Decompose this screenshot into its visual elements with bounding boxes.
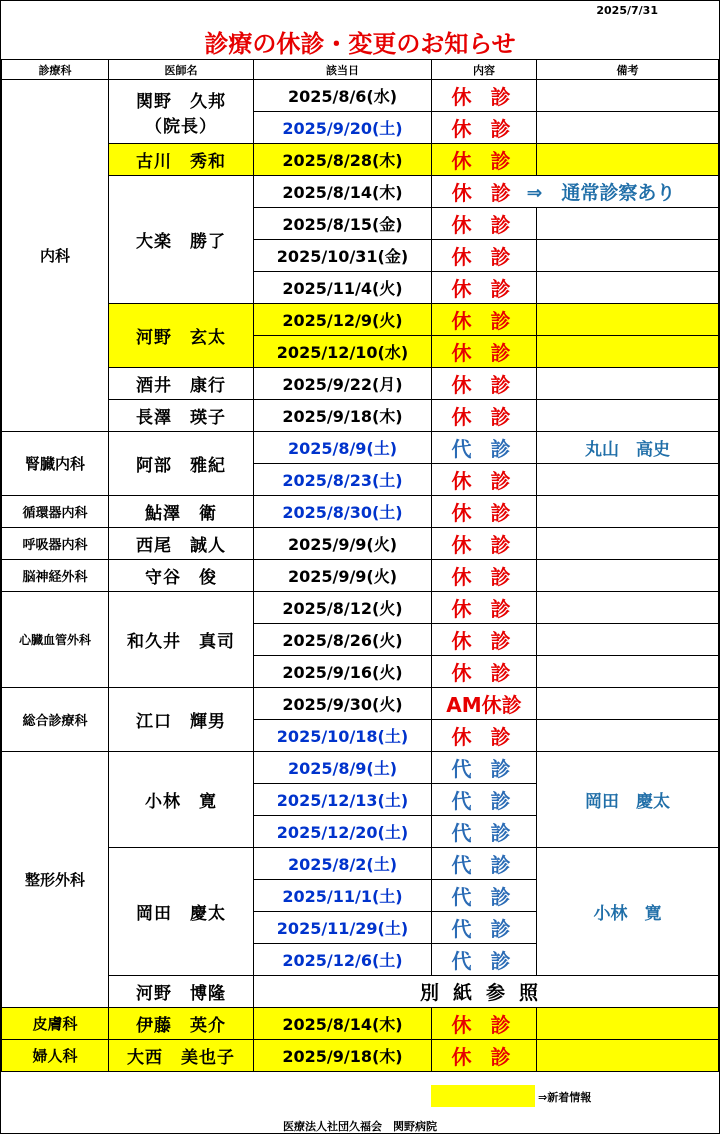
dept-cell: 総合診療科	[2, 688, 109, 752]
table-row	[2, 528, 719, 560]
doctor-cell: 阿部 雅紀	[109, 432, 254, 496]
dept-cell: 皮膚科	[2, 1008, 109, 1040]
remarks-cell	[537, 592, 719, 624]
date-cell: 2025/8/12(火)	[254, 592, 432, 624]
doctor-cell: 大楽 勝了	[109, 176, 254, 304]
remarks-cell	[537, 368, 719, 400]
content-cell: 休 診	[432, 208, 537, 240]
table-row	[2, 496, 719, 528]
table-row	[2, 432, 719, 464]
dept-cell: 腎臓内科	[2, 432, 109, 496]
hospital-name: 医療法人社団久福会 関野病院	[283, 1120, 437, 1133]
date-cell: 2025/9/16(火)	[254, 656, 432, 688]
content-cell: 休 診	[432, 272, 537, 304]
header-date: 該当日	[254, 60, 432, 80]
content-cell: 代 診	[432, 816, 537, 848]
date-cell: 2025/8/23(土)	[254, 464, 432, 496]
content-cell: 休 診	[432, 560, 537, 592]
content-cell: 休 診	[432, 240, 537, 272]
date-cell: 2025/12/6(土)	[254, 944, 432, 976]
doctor-cell: 江口 輝男	[109, 688, 254, 752]
see-attachment-cell: 別紙参照	[254, 976, 719, 1008]
date-cell: 2025/8/15(金)	[254, 208, 432, 240]
date-cell: 2025/9/9(火)	[254, 560, 432, 592]
legend-swatch	[431, 1085, 535, 1107]
doctor-cell: 伊藤 英介	[109, 1008, 254, 1040]
doctor-cell: 鮎澤 衛	[109, 496, 254, 528]
header-doctor: 医師名	[109, 60, 254, 80]
table-row	[2, 976, 719, 1008]
remarks-cell	[537, 560, 719, 592]
date-cell: 2025/9/9(火)	[254, 528, 432, 560]
date-cell: 2025/8/28(木)	[254, 144, 432, 176]
content-cell: 休 診	[432, 496, 537, 528]
remarks-cell	[537, 688, 719, 720]
doctor-cell: 大西 美也子	[109, 1040, 254, 1072]
date-cell: 2025/11/29(土)	[254, 912, 432, 944]
date-cell: 2025/8/14(木)	[254, 176, 432, 208]
remarks-cell: 小林 寛	[537, 848, 719, 976]
date-cell: 2025/10/18(土)	[254, 720, 432, 752]
date-cell: 2025/9/18(木)	[254, 400, 432, 432]
date-cell: 2025/12/9(火)	[254, 304, 432, 336]
doctor-cell: 岡田 慶太	[109, 848, 254, 976]
table-row	[2, 400, 719, 432]
date-cell: 2025/9/30(火)	[254, 688, 432, 720]
date-cell: 2025/8/2(土)	[254, 848, 432, 880]
date-cell: 2025/11/1(土)	[254, 880, 432, 912]
header-content: 内容	[432, 60, 537, 80]
content-cell: 休 診	[432, 336, 537, 368]
remarks-cell	[537, 144, 719, 176]
remarks-cell	[537, 80, 719, 112]
content-cell: 代 診	[432, 432, 537, 464]
table-row-new	[2, 144, 719, 176]
remarks-cell	[537, 304, 719, 336]
remarks-cell	[537, 112, 719, 144]
date-cell: 2025/12/20(土)	[254, 816, 432, 848]
date-cell: 2025/8/6(水)	[254, 80, 432, 112]
date-cell: 2025/8/30(土)	[254, 496, 432, 528]
table-row	[2, 560, 719, 592]
table-row	[2, 848, 719, 880]
remarks-cell	[537, 240, 719, 272]
remarks-cell	[537, 496, 719, 528]
table-row	[2, 176, 719, 208]
remarks-cell	[537, 656, 719, 688]
content-cell: 休 診	[432, 624, 537, 656]
remarks-cell	[537, 1040, 719, 1072]
doctor-cell: 河野 博隆	[109, 976, 254, 1008]
remarks-cell	[537, 720, 719, 752]
dept-cell: 心臓血管外科	[2, 592, 109, 688]
remarks-cell	[537, 528, 719, 560]
content-cell: 休 診	[432, 592, 537, 624]
date-cell: 2025/8/9(土)	[254, 752, 432, 784]
date-cell: 2025/8/14(木)	[254, 1008, 432, 1040]
date-cell: 2025/10/31(金)	[254, 240, 432, 272]
doctor-cell: 長澤 瑛子	[109, 400, 254, 432]
content-cell: 休 診	[432, 304, 537, 336]
date-cell: 2025/9/22(月)	[254, 368, 432, 400]
dept-cell: 整形外科	[2, 752, 109, 1008]
doctor-cell	[109, 80, 254, 144]
header-remarks: 備考	[537, 60, 719, 80]
doctor-cell: 河野 玄太	[109, 304, 254, 368]
doctor-name: 関野 久邦	[136, 91, 226, 112]
content-cell: 休 診	[432, 368, 537, 400]
doctor-cell: 古川 秀和	[109, 144, 254, 176]
table-row	[2, 592, 719, 624]
dept-cell: 内科	[2, 80, 109, 432]
date-cell: 2025/9/20(土)	[254, 112, 432, 144]
content-cell: 休 診	[432, 528, 537, 560]
table-row	[2, 80, 719, 112]
table-row	[2, 752, 719, 784]
doctor-cell: 守谷 俊	[109, 560, 254, 592]
date-cell: 2025/8/9(土)	[254, 432, 432, 464]
table-row	[2, 368, 719, 400]
content-cell: 代 診	[432, 752, 537, 784]
content-cell: 休 診	[432, 176, 537, 208]
table-row	[2, 688, 719, 720]
table-row-new	[2, 304, 719, 336]
doctor-cell: 西尾 誠人	[109, 528, 254, 560]
date-cell: 2025/9/18(木)	[254, 1040, 432, 1072]
content-cell: 休 診	[432, 464, 537, 496]
doctor-cell: 和久井 真司	[109, 592, 254, 688]
content-cell: 休 診	[432, 144, 537, 176]
header-row	[2, 60, 719, 80]
page-title: 診療の休診・変更のお知らせ	[204, 30, 516, 58]
notice-date: 2025/7/31	[596, 4, 658, 17]
remarks-cell	[537, 1008, 719, 1040]
table-row-new	[2, 1008, 719, 1040]
dept-cell: 婦人科	[2, 1040, 109, 1072]
content-cell: 休 診	[432, 400, 537, 432]
content-cell: 休 診	[432, 80, 537, 112]
remarks-cell	[537, 208, 719, 240]
dept-cell: 呼吸器内科	[2, 528, 109, 560]
content-cell: AM休診	[432, 688, 537, 720]
dept-cell: 脳神経外科	[2, 560, 109, 592]
doctor-title: （院長）	[145, 116, 217, 137]
date-cell: 2025/11/4(火)	[254, 272, 432, 304]
remarks-cell	[537, 336, 719, 368]
content-cell: 代 診	[432, 944, 537, 976]
legend-label: ⇒新着情報	[538, 1091, 592, 1104]
remarks-cell: 岡田 慶太	[537, 752, 719, 848]
date-cell: 2025/12/13(土)	[254, 784, 432, 816]
date-cell: 2025/8/26(火)	[254, 624, 432, 656]
content-cell: 休 診	[432, 112, 537, 144]
doctor-cell: 小林 寛	[109, 752, 254, 848]
remarks-cell: 丸山 高史	[537, 432, 719, 464]
content-cell: 代 診	[432, 880, 537, 912]
content-cell: 休 診	[432, 656, 537, 688]
content-cell: 代 診	[432, 912, 537, 944]
content-cell: 休 診	[432, 720, 537, 752]
schedule-table	[1, 59, 719, 1072]
remarks-cell	[537, 464, 719, 496]
remarks-cell	[537, 272, 719, 304]
content-cell: 代 診	[432, 848, 537, 880]
content-cell: 休 診	[432, 1040, 537, 1072]
remark-normal-clinic: ⇒ 通常診察あり	[526, 182, 676, 204]
remarks-cell	[537, 400, 719, 432]
remarks-cell	[537, 624, 719, 656]
doctor-cell: 酒井 康行	[109, 368, 254, 400]
table-row-new	[2, 1040, 719, 1072]
content-cell: 休 診	[432, 1008, 537, 1040]
header-dept: 診療科	[2, 60, 109, 80]
remarks-cell	[526, 176, 719, 208]
date-cell: 2025/12/10(水)	[254, 336, 432, 368]
content-cell: 代 診	[432, 784, 537, 816]
dept-cell: 循環器内科	[2, 496, 109, 528]
